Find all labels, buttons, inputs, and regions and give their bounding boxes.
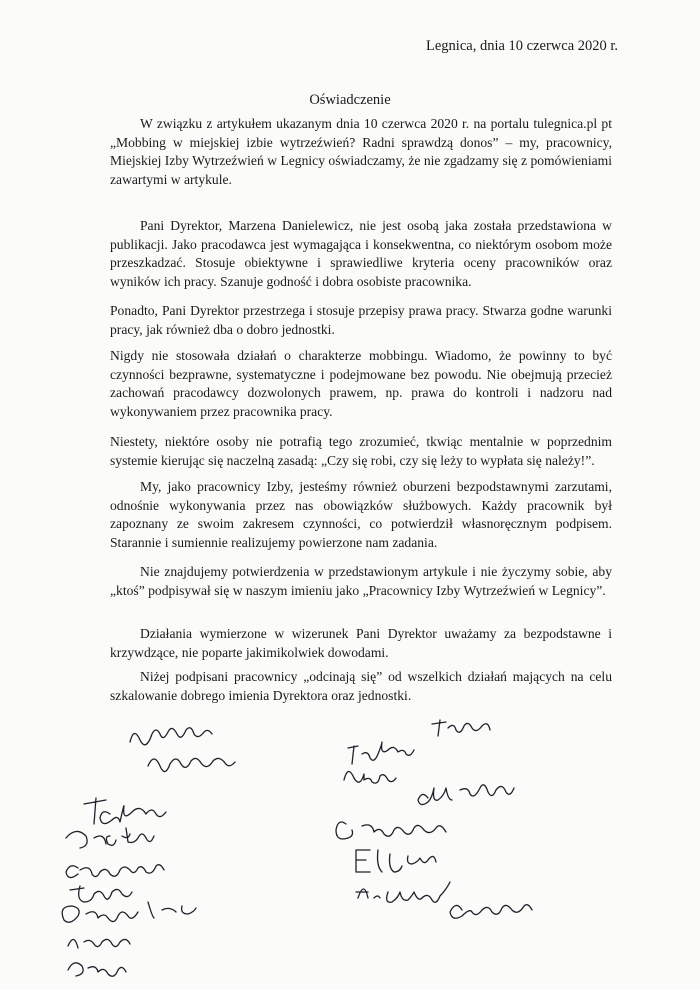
paragraph-6: My, jako pracownicy Izby, jesteśmy również oburzeni bezpodstawnymi zarzutami, odnośnie wykonywania przez nas obowiązków służbowych. Każdy pracownik był zapoznany ze swoim zakresem czynności, co potwierdził własnoręcznym podpisem. Starannie i sumiennie realizujemy powierzone nam zadania.: [110, 479, 612, 550]
signature-10-scribble: [432, 720, 490, 736]
signature-7-scribble: [62, 902, 196, 922]
signature-9-scribble: [68, 963, 126, 976]
signature-11-scribble: [348, 742, 414, 764]
signature-3-scribble: [84, 798, 166, 824]
signature-13-scribble: [418, 785, 514, 805]
date-line: Legnica, dnia 10 czerwca 2020 r.: [426, 38, 619, 54]
document-title: Oświadczenie: [309, 92, 391, 108]
signature-6-scribble: [70, 886, 132, 902]
signature-15-scribble: [356, 850, 436, 872]
signature-5-scribble: [66, 865, 164, 878]
signature-14-scribble: [336, 822, 446, 839]
paragraph-8: Działania wymierzone w wizerunek Pani Dyrektor uważamy za bezpodstawne i krzywdzące, nie poparte jakimikolwiek dowodami.: [110, 626, 612, 660]
signature-12-scribble: [344, 771, 396, 783]
paragraph-4: Nigdy nie stosowała działań o charakterze mobbingu. Wiadomo, że powinny to być czynności bezprawne, systematyczne i podejmowane bez powodu. Nie obejmują przecież zachowań pracodawcy dozwolonych prawem, np. prawa do kontroli i nadzoru nad wykonywaniem przez pracownika pracy.: [110, 348, 612, 419]
paragraph-3: Ponadto, Pani Dyrektor przestrzega i stosuje przepisy prawa pracy. Stwarza godne warunki pracy, jak również dba o dobro jednostki.: [110, 303, 612, 337]
signature-8-scribble: [68, 939, 130, 948]
paragraph-9: Niżej podpisani pracownicy „odcinają się” od wszelkich działań mających na celu szkalowanie dobrego imienia Dyrektora oraz jednostki.: [110, 669, 612, 703]
paragraph-5: Niestety, niektóre osoby nie potrafią tego zrozumieć, tkwiąc mentalnie w poprzednim systemie kierując się naczelną zasadą: „Czy się robi, czy się leży to wypłata się należy!”.: [110, 434, 612, 468]
signature-4-scribble: [66, 828, 154, 848]
handwritten-signatures: [0, 700, 700, 989]
signature-17-scribble: [450, 905, 532, 919]
signature-2-scribble: [148, 758, 235, 771]
paragraph-7: Nie znajdujemy potwierdzenia w przedstawionym artykule i nie życzymy sobie, aby „ktoś” podpisywał się w naszym imieniu jako „Pracownicy Izby Wytrzeźwień w Legnicy”.: [110, 564, 612, 598]
signatures-area: [0, 700, 700, 989]
paragraph-1: W związku z artykułem ukazanym dnia 10 czerwca 2020 r. na portalu tulegnica.pl pt „Mobbing w miejskiej izbie wytrzeźwień? Radni sprawdzą donos” – my, pracownicy, Miejskiej Izby Wytrzeźwień w Legnicy oświadczamy, że nie zgadzamy się z pomówieniami zawartymi w artykule.: [110, 116, 612, 187]
signature-16-scribble: [356, 882, 450, 902]
paragraph-2: Pani Dyrektor, Marzena Danielewicz, nie jest osobą jaka została przedstawiona w publikacji. Jako pracodawca jest wymagająca i konsekwentna, co niektórym osobom może przeszkadzać. Stosuje obiektywne i sprawiedliwe kryteria oceny pracowników oraz wyników ich pracy. Szanuje godność i dobra osobiste pracownika.: [110, 218, 612, 289]
signature-1-scribble: [130, 728, 212, 745]
